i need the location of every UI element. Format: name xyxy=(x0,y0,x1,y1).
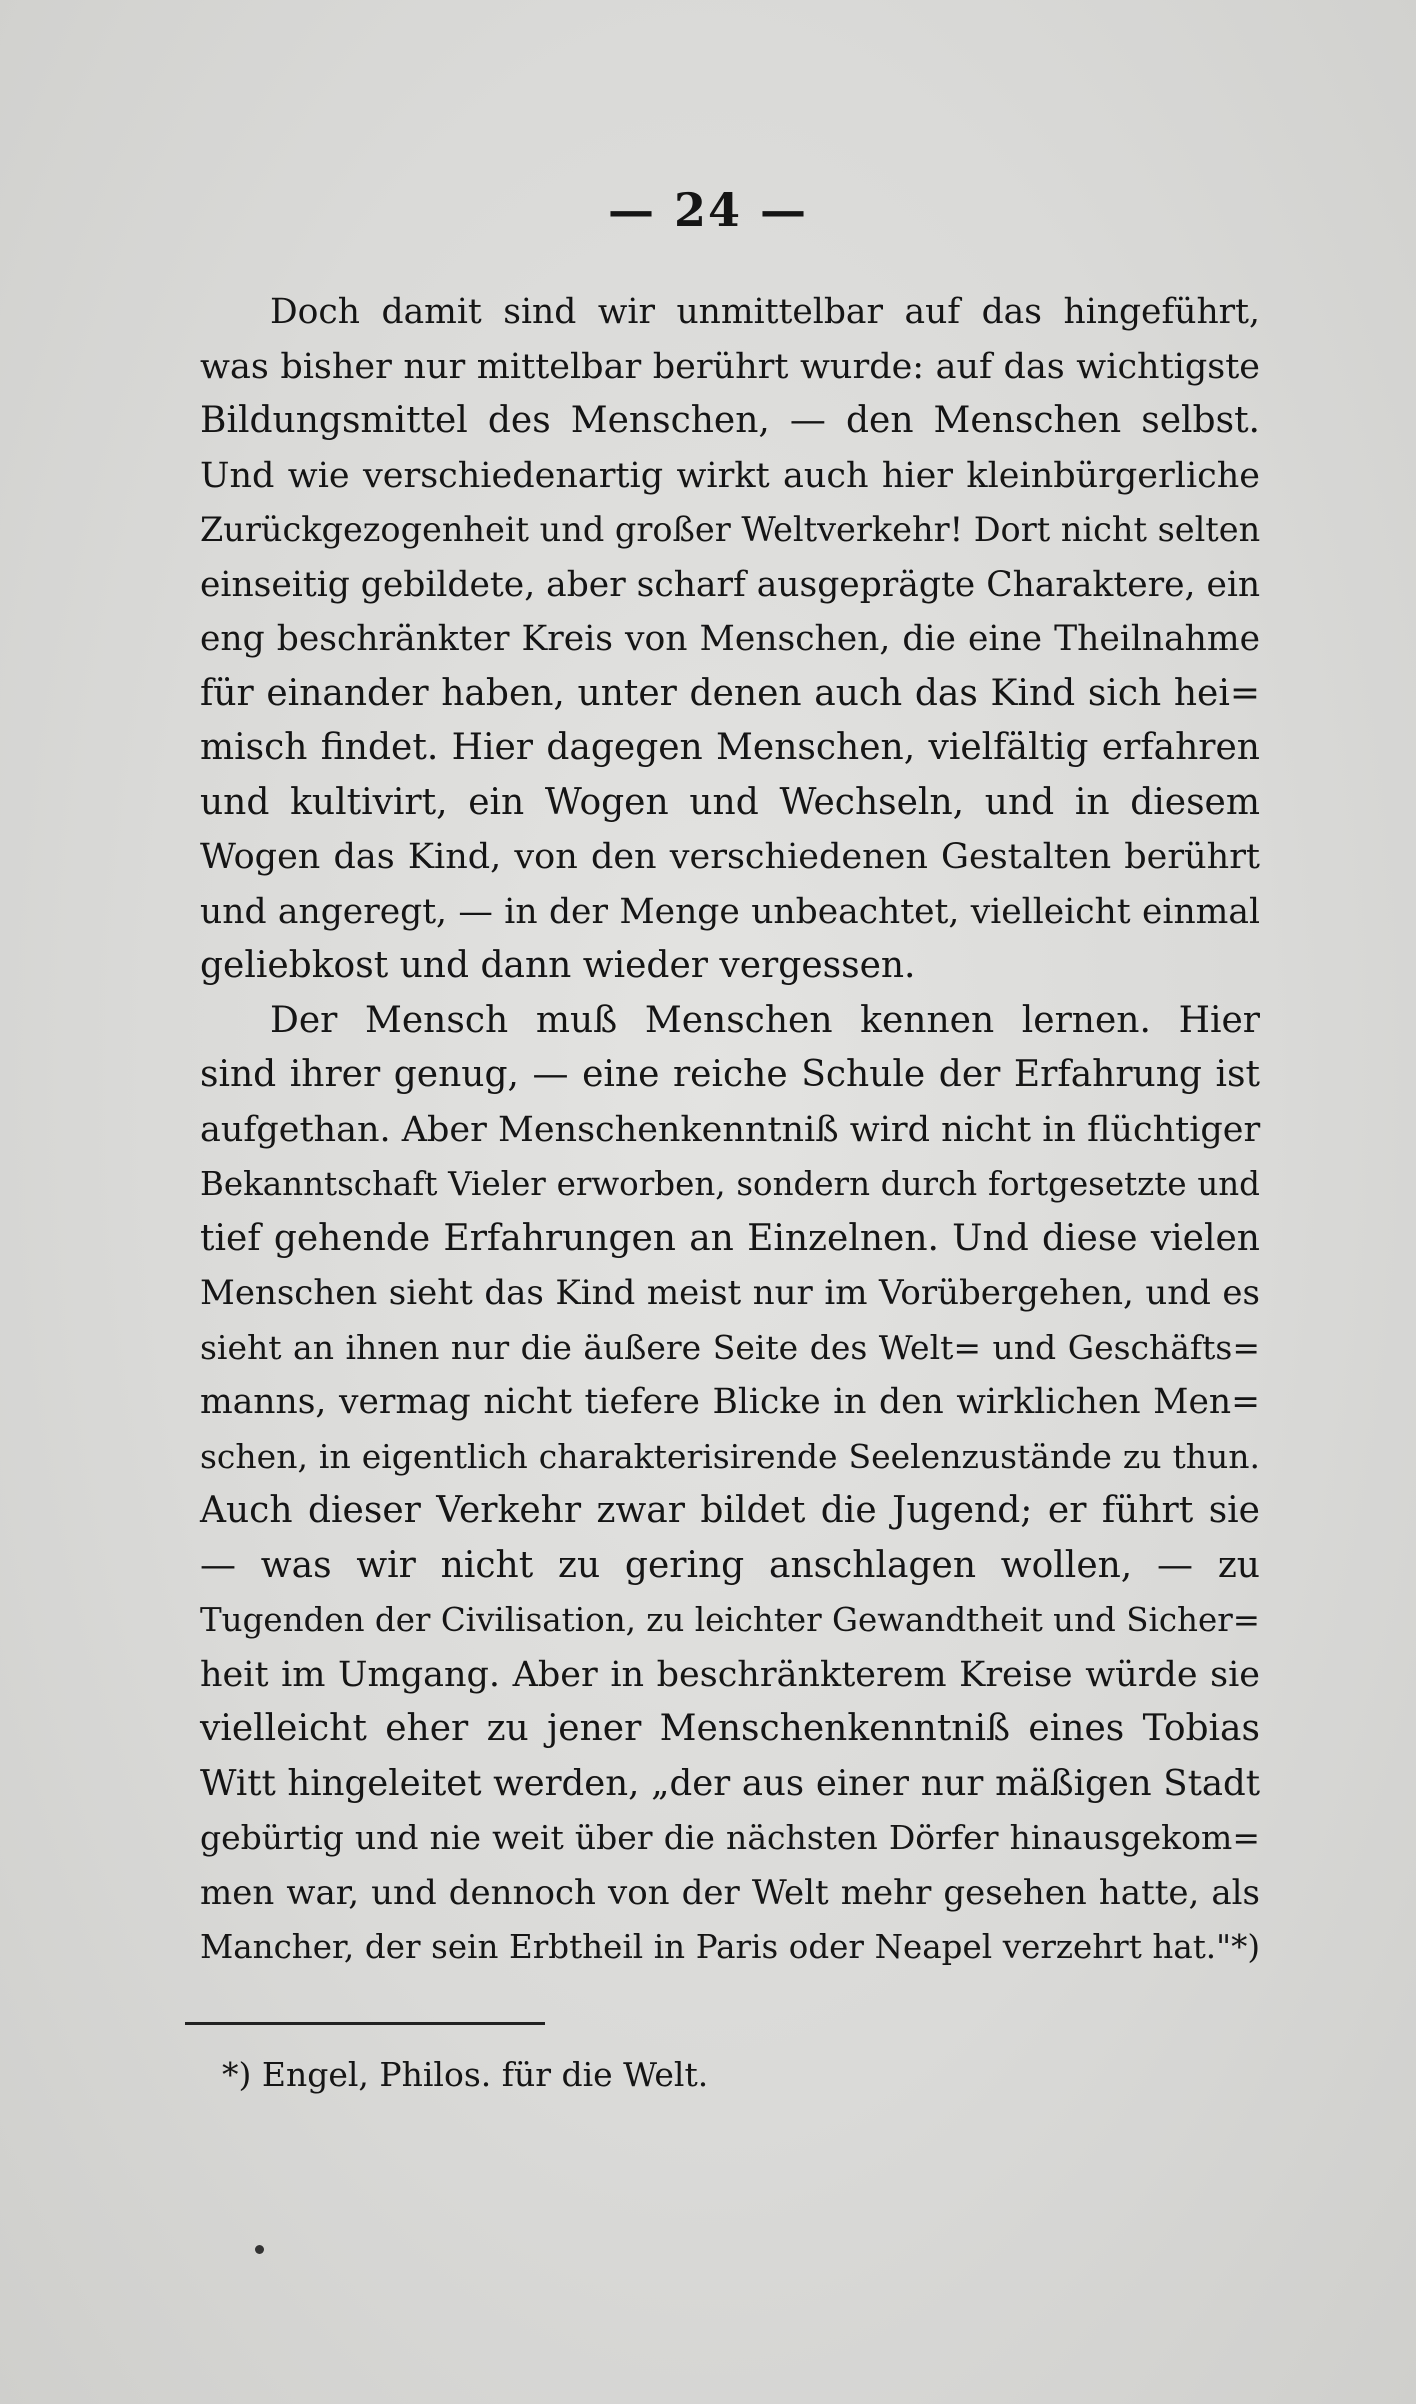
text-line: Doch damit sind wir unmittelbar auf das hingeführt, xyxy=(270,292,1260,332)
text-line: tief gehende Erfahrungen an Einzelnen. Und diese vielen xyxy=(200,1217,1260,1259)
text-line: und kultivirt, ein Wogen und Wechseln, und in diesem xyxy=(200,781,1260,823)
text-line: heit im Umgang. Aber in beschränkterem Kreise würde sie xyxy=(200,1654,1260,1695)
text-line: Auch dieser Verkehr zwar bildet die Jugend; er führt sie xyxy=(200,1490,1260,1531)
footnote: *) Engel, Philos. für die Welt. xyxy=(222,2055,709,2094)
text-line: sind ihrer genug, — eine reiche Schule der Erfahrung ist xyxy=(200,1054,1260,1095)
text-line: Witt hingeleitet werden, „der aus einer nur mäßigen Stadt xyxy=(200,1762,1260,1804)
text-line: misch findet. Hier dagegen Menschen, vielfältig erfahren xyxy=(200,727,1260,768)
text-line: für einander haben, unter denen auch das Kind sich hei= xyxy=(200,672,1260,714)
paragraph-1 xyxy=(200,285,1260,994)
text-line: Zurückgezogenheit und großer Weltverkehr! Dort nicht selten xyxy=(200,510,1261,549)
footnote-rule xyxy=(185,2022,545,2025)
text-line: gebürtig und nie weit über die nächsten Dörfer hinausgekom= xyxy=(200,1818,1260,1857)
text-line: sieht an ihnen nur die äußere Seite des Welt= und Geschäfts= xyxy=(200,1327,1260,1367)
text-line: manns, vermag nicht tiefere Blicke in den wirklichen Men= xyxy=(200,1382,1260,1422)
text-line: men war, und dennoch von der Welt mehr gesehen hatte, als xyxy=(200,1872,1260,1913)
text-line: einseitig gebildete, aber scharf ausgeprägte Charaktere, ein xyxy=(200,564,1261,605)
text-line: — was wir nicht zu gering anschlagen wollen, — zu xyxy=(200,1544,1260,1586)
text-line: schen, in eigentlich charakterisirende Seelenzustände zu thun. xyxy=(200,1436,1260,1476)
text-line: geliebkost und dann wieder vergessen. xyxy=(200,945,916,986)
text-line: vielleicht eher zu jener Menschenkenntniß eines Tobias xyxy=(200,1708,1260,1749)
text-line: aufgethan. Aber Menschenkenntniß wird nicht in flüchtiger xyxy=(200,1109,1261,1150)
paragraph-2 xyxy=(200,994,1260,1975)
page-number: — 24 — xyxy=(607,183,809,237)
text-line: Tugenden der Civilisation, zu leichter Gewandtheit und Sicher= xyxy=(200,1601,1260,1639)
paper-speck xyxy=(255,2245,264,2254)
text-line: was bisher nur mittelbar berührt wurde: auf das wichtigste xyxy=(200,346,1260,387)
text-line: Und wie verschiedenartig wirkt auch hier kleinbürgerliche xyxy=(200,455,1260,496)
text-line: eng beschränkter Kreis von Menschen, die eine Theilnahme xyxy=(200,619,1260,659)
text-line: Bekanntschaft Vieler erworben, sondern durch fortgesetzte und xyxy=(200,1165,1260,1203)
text-line: Bildungsmittel des Menschen, — den Menschen selbst. xyxy=(200,400,1260,441)
text-line: Menschen sieht das Kind meist nur im Vorübergehen, und es xyxy=(200,1273,1260,1313)
text-line: Mancher, der sein Erbtheil in Paris oder Neapel verzehrt hat."*) xyxy=(200,1928,1260,1966)
text-line: Wogen das Kind, von den verschiedenen Gestalten berührt xyxy=(200,837,1260,877)
body-text xyxy=(200,285,1260,1975)
text-line: und angeregt, — in der Menge unbeachtet, vielleicht einmal xyxy=(200,891,1260,932)
text-line: Der Mensch muß Menschen kennen lernen. Hier xyxy=(270,999,1260,1041)
